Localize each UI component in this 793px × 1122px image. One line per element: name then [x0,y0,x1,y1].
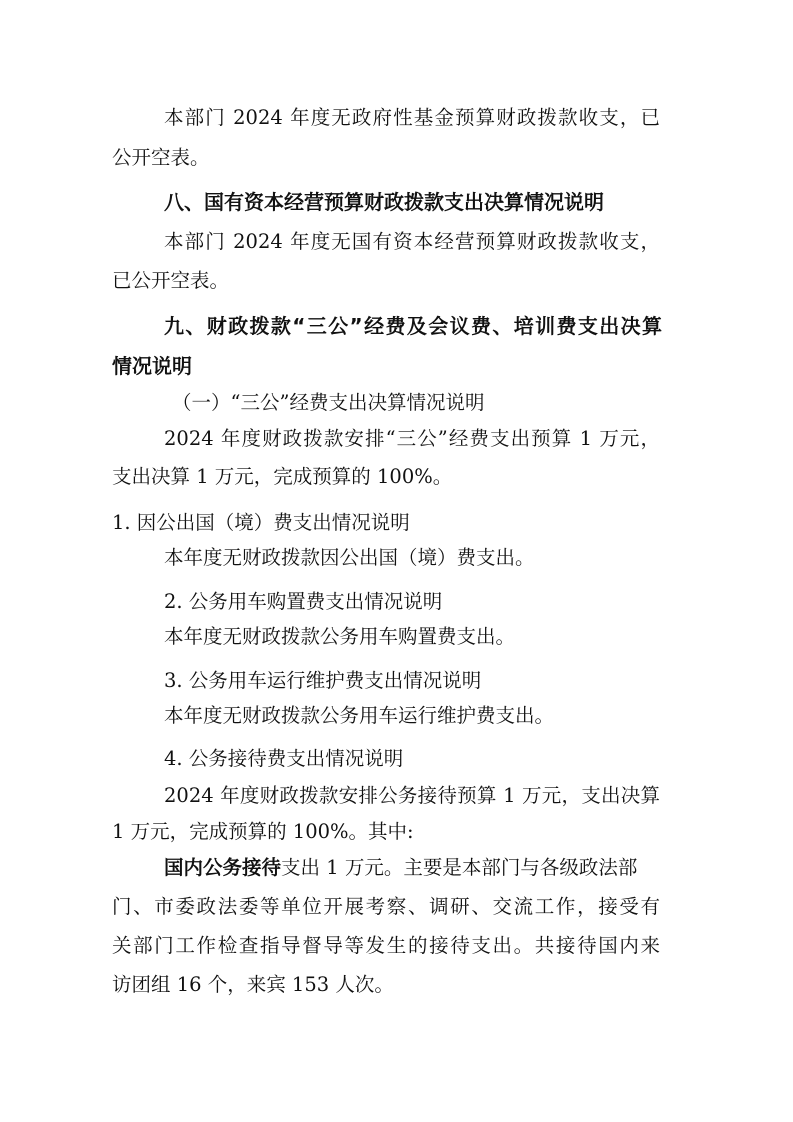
paragraph-line: 关部门工作检查指导督导等发生的接待支出。共接待国内来 [112,934,660,957]
subsection-heading: （一）“三公”经费支出决算情况说明 [172,391,485,414]
paragraph-line: 已公开空表。 [112,269,230,292]
section-heading-9-cont: 情况说明 [112,354,192,378]
paragraph-line: 1 万元，完成预算的 100%。其中: [112,820,414,843]
paragraph-line: 本部门 2024 年度无政府性基金预算财政拨款收支，已 [164,106,660,129]
section-heading-9: 九、财政拨款“三公”经费及会议费、培训费支出决算 [164,314,662,338]
item-text-1: 本年度无财政拨款因公出国（境）费支出。 [164,546,535,569]
paragraph-line: 2024 年度财政拨款安排公务接待预算 1 万元，支出决算 [164,784,660,807]
paragraph-line: 2024 年度财政拨款安排“三公”经费支出预算 1 万元， [164,427,660,450]
bold-term: 国内公务接待 [164,856,282,879]
paragraph-text: 支出 1 万元。主要是本部门与各级政法部 [281,856,638,879]
item-title-3: 3. 公务用车运行维护费支出情况说明 [164,669,482,692]
item-title-2: 2. 公务用车购置费支出情况说明 [164,590,443,613]
paragraph-line: 本部门 2024 年度无国有资本经营预算财政拨款收支， [164,230,660,253]
paragraph-line: 支出决算 1 万元，完成预算的 100%。 [112,465,453,488]
item-title-1: 1. 因公出国（境）费支出情况说明 [112,511,410,534]
item-text-3: 本年度无财政拨款公务用车运行维护费支出。 [164,704,555,727]
paragraph-line: 公开空表。 [112,146,210,169]
section-heading-8: 八、国有资本经营预算财政拨款支出决算情况说明 [164,190,604,214]
item-text-2: 本年度无财政拨款公务用车购置费支出。 [164,625,516,648]
paragraph-line: 访团组 16 个，来宾 153 人次。 [112,973,394,996]
item-title-4: 4. 公务接待费支出情况说明 [164,747,404,770]
paragraph-line: 门、市委政法委等单位开展考察、调研、交流工作，接受有 [112,895,660,918]
paragraph-line [164,858,637,878]
